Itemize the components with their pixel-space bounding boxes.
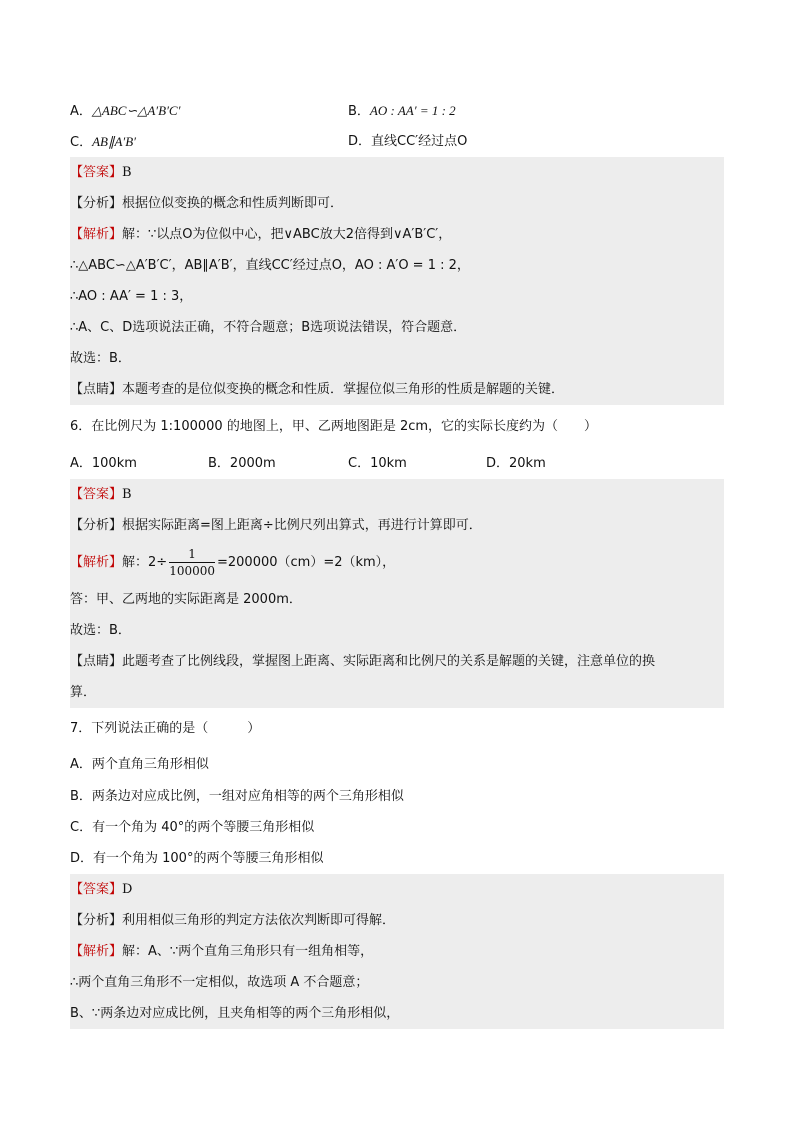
solution-line: ∴△ABC∽△A′B′C′，AB∥A′B′，直线CC′经过点O，AO : A′O = 1 : 2， bbox=[70, 258, 470, 273]
q6-option-a: A．100km bbox=[70, 456, 137, 471]
q6-stem: 6．在比例尺为 1:100000 的地图上，甲、乙两地图距是 2cm，它的实际长度约为（ ） bbox=[70, 419, 598, 434]
answer-tag: 【答案】 bbox=[70, 487, 123, 502]
solution-suffix: =200000（cm）=2（km）， bbox=[217, 555, 396, 570]
solution-tag: 【解析】 bbox=[70, 227, 123, 242]
q5-solution-row-2 bbox=[70, 250, 724, 281]
fraction-denominator: 100000 bbox=[169, 564, 215, 578]
comment-text: 本题考查的是位似变换的概念和性质．掌握位似三角形的性质是解题的关键． bbox=[122, 382, 565, 397]
answer-value: B bbox=[122, 487, 132, 502]
solution-line: 故选：B． bbox=[70, 351, 131, 366]
q5-option-a: A．△ABC∽△A′B′C′ bbox=[70, 103, 181, 119]
analysis-tag: 【分析】 bbox=[70, 196, 123, 211]
analysis-tag: 【分析】 bbox=[70, 518, 123, 533]
q5-option-d: D．直线CC′经过点O bbox=[348, 134, 468, 149]
q6-options bbox=[70, 448, 724, 479]
q5-options-row-1 bbox=[70, 95, 724, 126]
comment-tag: 【点睛】 bbox=[70, 382, 123, 397]
q5-option-c: C．AB∥A′B′ bbox=[70, 134, 137, 150]
q7-analysis-row bbox=[70, 905, 724, 936]
answer-value: D bbox=[122, 882, 133, 897]
solution-line: ∴A、C、D选项说法正确，不符合题意；B选项说法错误，符合题意． bbox=[70, 320, 467, 335]
answer-tag: 【答案】 bbox=[70, 165, 123, 180]
analysis-text: 根据位似变换的概念和性质判断即可． bbox=[122, 196, 344, 211]
q6-option-d: D．20km bbox=[486, 456, 546, 471]
solution-line: 解：∵以点O为位似中心，把∨ABC放大2倍得到∨A′B′C′， bbox=[122, 227, 452, 242]
analysis-tag: 【分析】 bbox=[70, 913, 123, 928]
q7-option-d: D．有一个角为 100°的两个等腰三角形相似 bbox=[70, 851, 324, 866]
answer-value: B bbox=[122, 165, 132, 180]
fraction-numerator: 1 bbox=[169, 548, 215, 563]
q5-answer-row bbox=[70, 157, 724, 188]
q6-option-b: B．2000m bbox=[208, 456, 276, 471]
answer-tag: 【答案】 bbox=[70, 882, 123, 897]
q7-answer-row bbox=[70, 874, 724, 905]
q7-solution-row-3 bbox=[70, 998, 724, 1029]
q6-option-c: C．10km bbox=[348, 456, 407, 471]
q6-comment-row-2 bbox=[70, 677, 724, 708]
comment-text: 算． bbox=[70, 685, 97, 700]
q6-analysis-row bbox=[70, 510, 724, 541]
q6-solution-row-1 bbox=[70, 541, 724, 584]
q6-comment-row-1 bbox=[70, 646, 724, 677]
q5-solution-row-4 bbox=[70, 312, 724, 343]
solution-line: ∴AO : AA′ = 1 : 3， bbox=[70, 289, 193, 304]
q7-solution-row-2 bbox=[70, 967, 724, 998]
q7-option-b: B．两条边对应成比例，一组对应角相等的两个三角形相似 bbox=[70, 789, 404, 804]
solution-tag: 【解析】 bbox=[70, 944, 123, 959]
q7-option-c: C．有一个角为 40°的两个等腰三角形相似 bbox=[70, 820, 315, 835]
q5-option-b: B．AO : AA′ = 1 : 2 bbox=[348, 103, 456, 119]
analysis-text: 利用相似三角形的判定方法依次判断即可得解． bbox=[122, 913, 396, 928]
fraction bbox=[169, 548, 215, 577]
q5-solution-row-3 bbox=[70, 281, 724, 312]
analysis-text: 根据实际距离=图上距离÷比例尺列出算式，再进行计算即可． bbox=[122, 518, 482, 533]
q5-comment-row bbox=[70, 374, 724, 405]
q5-solution-row-1 bbox=[70, 219, 724, 250]
solution-line: 答：甲、乙两地的实际距离是 2000m． bbox=[70, 592, 302, 607]
comment-tag: 【点睛】 bbox=[70, 654, 123, 669]
comment-text: 此题考查了比例线段，掌握图上距离、实际距离和比例尺的关系是解题的关键，注意单位的换 bbox=[122, 654, 656, 669]
q6-answer-row bbox=[70, 479, 724, 510]
solution-tag: 【解析】 bbox=[70, 555, 123, 570]
q7-stem: 7．下列说法正确的是（ ） bbox=[70, 721, 261, 736]
q6-solution-row-2 bbox=[70, 584, 724, 615]
q5-analysis-row bbox=[70, 188, 724, 219]
solution-line: 故选：B． bbox=[70, 623, 131, 638]
q6-solution-row-3 bbox=[70, 615, 724, 646]
solution-line: ∴两个直角三角形不一定相似，故选项 A 不合题意； bbox=[70, 975, 369, 990]
q7-option-a: A．两个直角三角形相似 bbox=[70, 757, 209, 772]
solution-line: B、∵两条边对应成比例，且夹角相等的两个三角形相似， bbox=[70, 1006, 400, 1021]
q5-options-row-2 bbox=[70, 126, 724, 157]
q7-solution-row-1 bbox=[70, 936, 724, 967]
solution-line: 解：A、∵两个直角三角形只有一组角相等， bbox=[122, 944, 374, 959]
solution-prefix: 解：2÷ bbox=[122, 555, 168, 570]
q5-solution-row-5 bbox=[70, 343, 724, 374]
